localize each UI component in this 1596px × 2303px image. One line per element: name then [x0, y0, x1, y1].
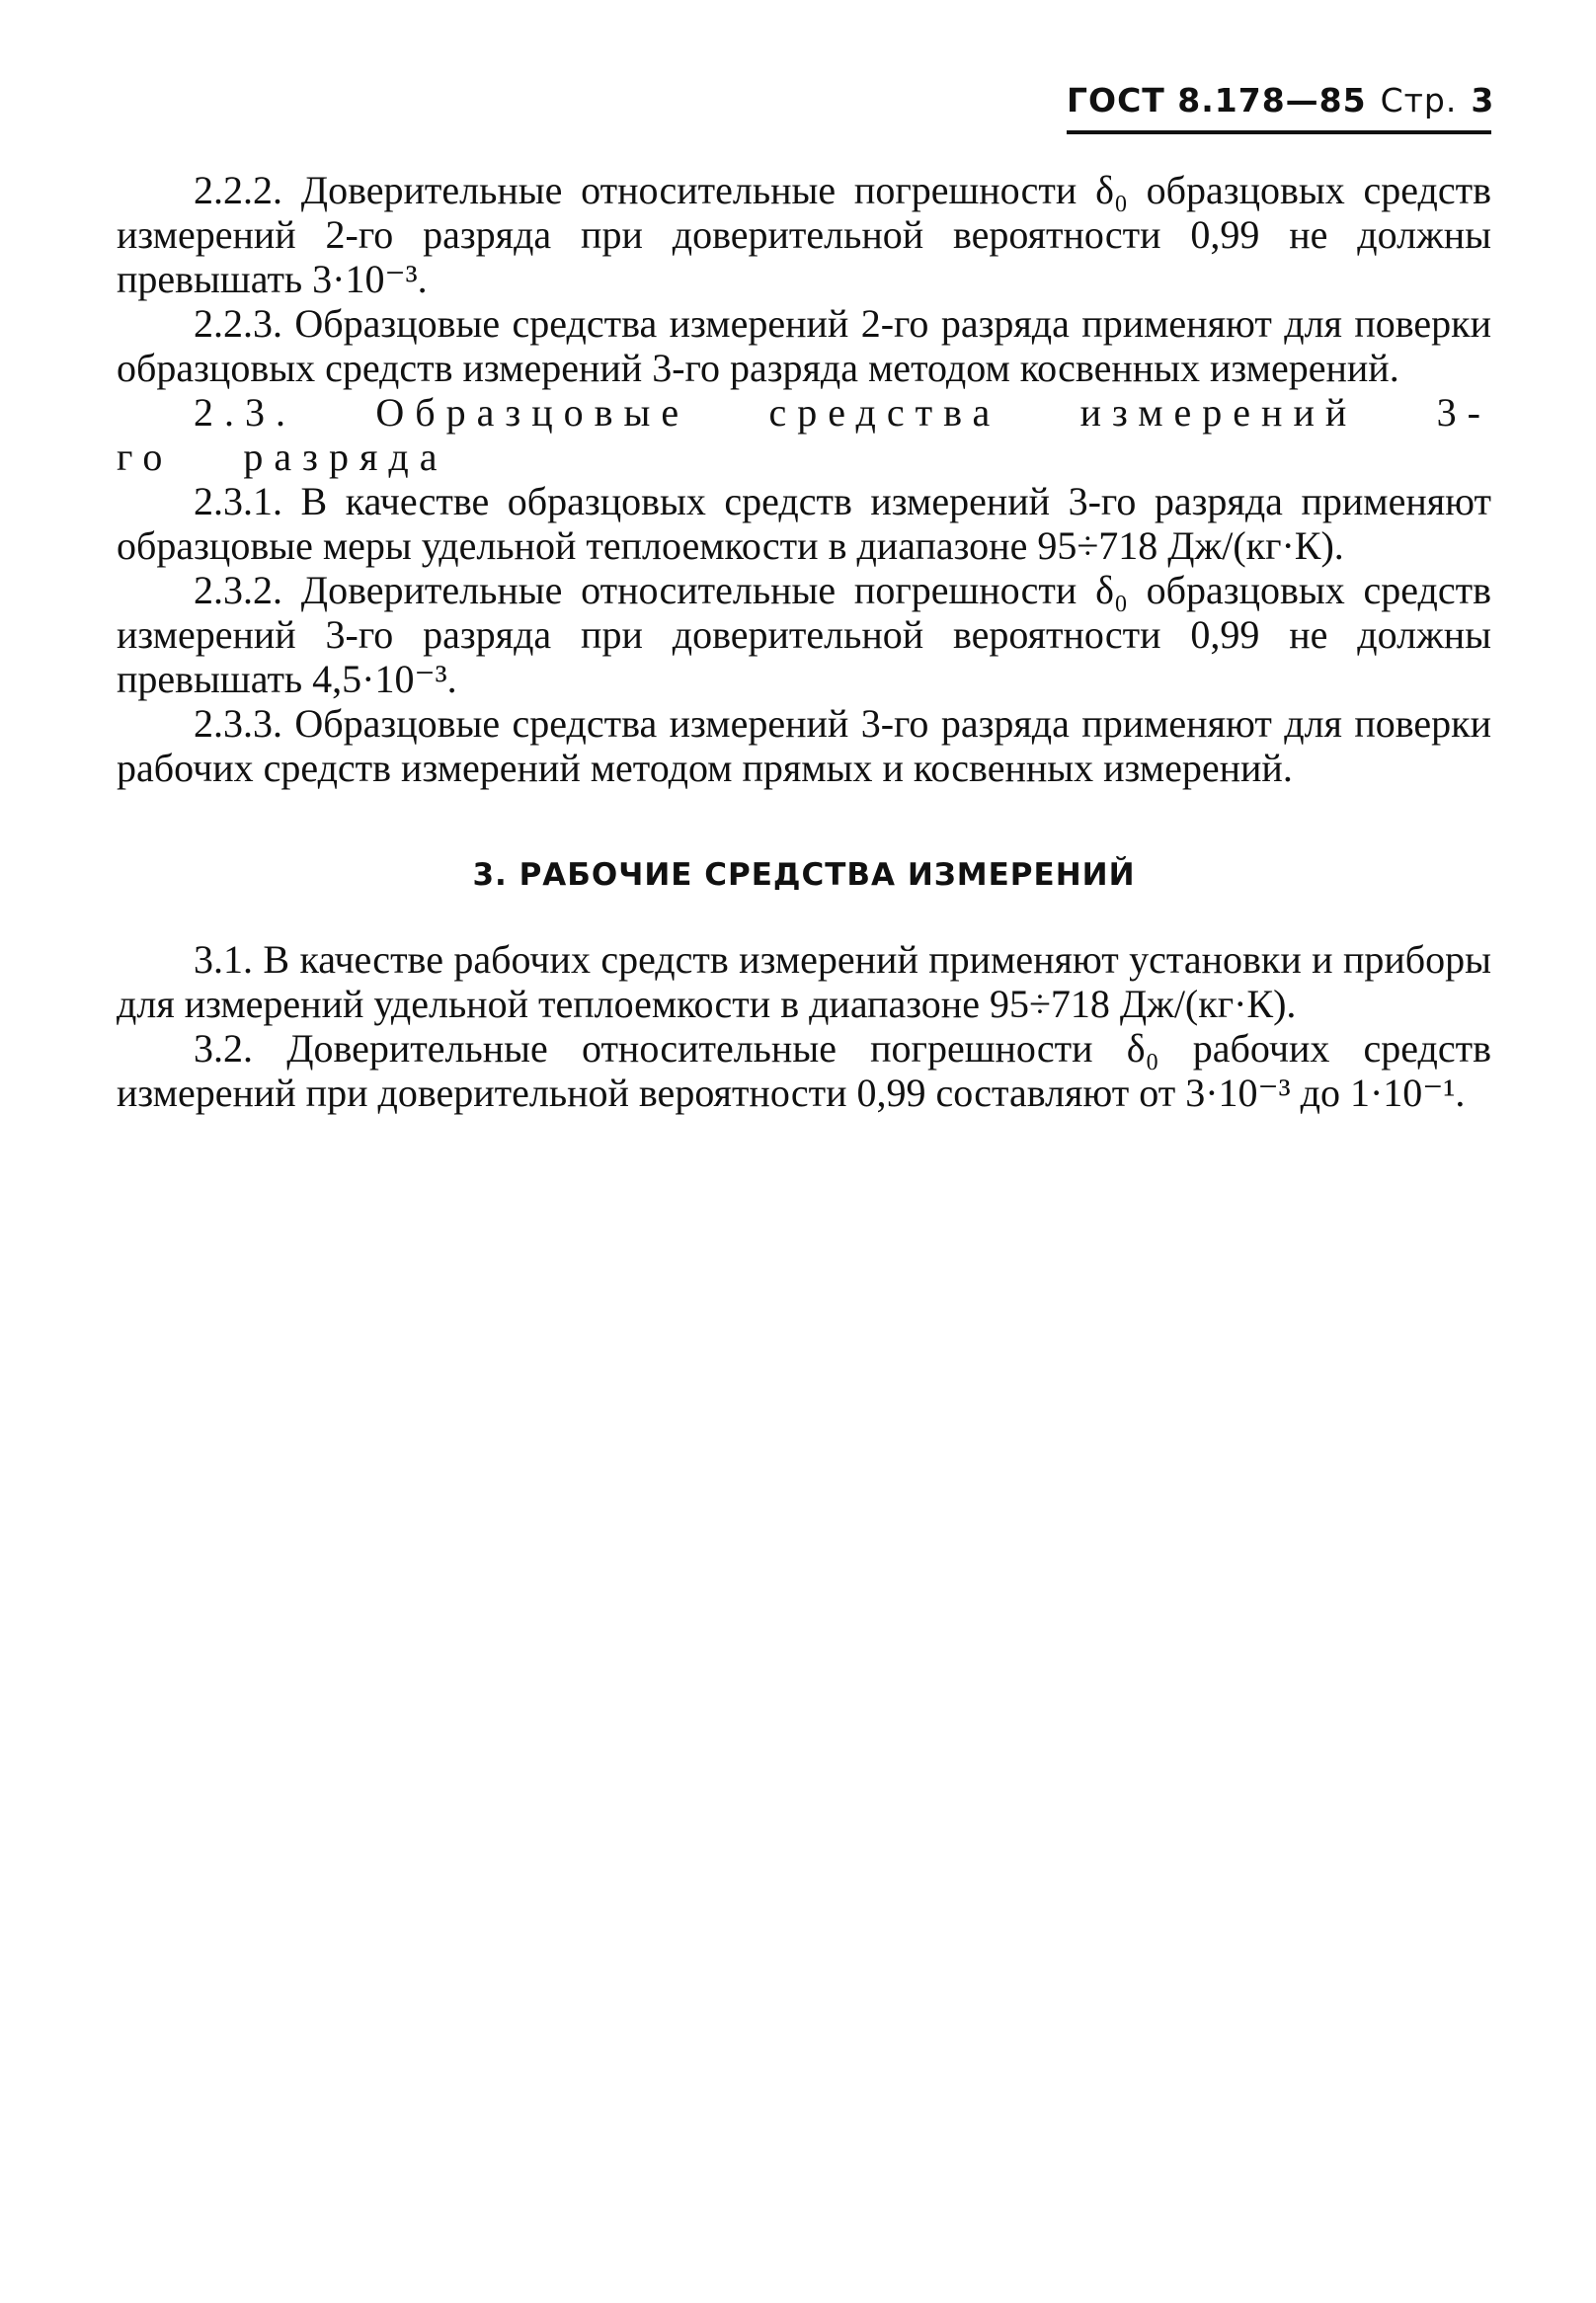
paragraph-2-3-1: 2.3.1. В качестве образцовых средств измерений 3-го разряда применяют образцовые меры удельной теплоемкости в диапазоне 95÷718 Дж/(кг·К). — [117, 479, 1491, 568]
paragraph-2-3-2: 2.3.2. Доверительные относительные погрешности δ₀ образцовых средств измерений 3-го разряда при доверительной вероятности 0,99 не должны превышать 4,5·10⁻³. — [117, 568, 1491, 701]
page-label: Стр. — [1380, 81, 1458, 119]
subsection-heading-2-3: 2.3. Образцовые средства измерений 3-го разряда — [117, 390, 1491, 479]
section-title: 3. РАБОЧИЕ СРЕДСТВА ИЗМЕРЕНИЙ — [472, 857, 1136, 893]
paragraph-2-2-2: 2.2.2. Доверительные относительные погрешности δ₀ образцовых средств измерений 2-го разряда при доверительной вероятности 0,99 не должны превышать 3·10⁻³. — [117, 168, 1491, 301]
paragraph-3-1: 3.1. В качестве рабочих средств измерений применяют установки и приборы для измерений удельной теплоемкости в диапазоне 95÷718 Дж/(кг·К). — [117, 937, 1491, 1026]
paragraph-3-2: 3.2. Доверительные относительные погрешности δ₀ рабочих средств измерений при доверительной вероятности 0,99 составляют от 3·10⁻³ до 1·10⁻¹. — [117, 1026, 1491, 1115]
page-header — [1067, 81, 1495, 120]
paragraph-2-2-3: 2.2.3. Образцовые средства измерений 2-го разряда применяют для поверки образцовых средств измерений 3-го разряда методом косвенных измерений. — [117, 301, 1491, 390]
header-rule — [1067, 130, 1491, 134]
document-id: ГОСТ 8.178—85 — [1067, 81, 1367, 119]
paragraph-2-3-3: 2.3.3. Образцовые средства измерений 3-го разряда применяют для поверки рабочих средств измерений методом прямых и косвенных измерений. — [117, 701, 1491, 790]
document-body — [117, 168, 1491, 1115]
page-number: 3 — [1471, 81, 1495, 119]
